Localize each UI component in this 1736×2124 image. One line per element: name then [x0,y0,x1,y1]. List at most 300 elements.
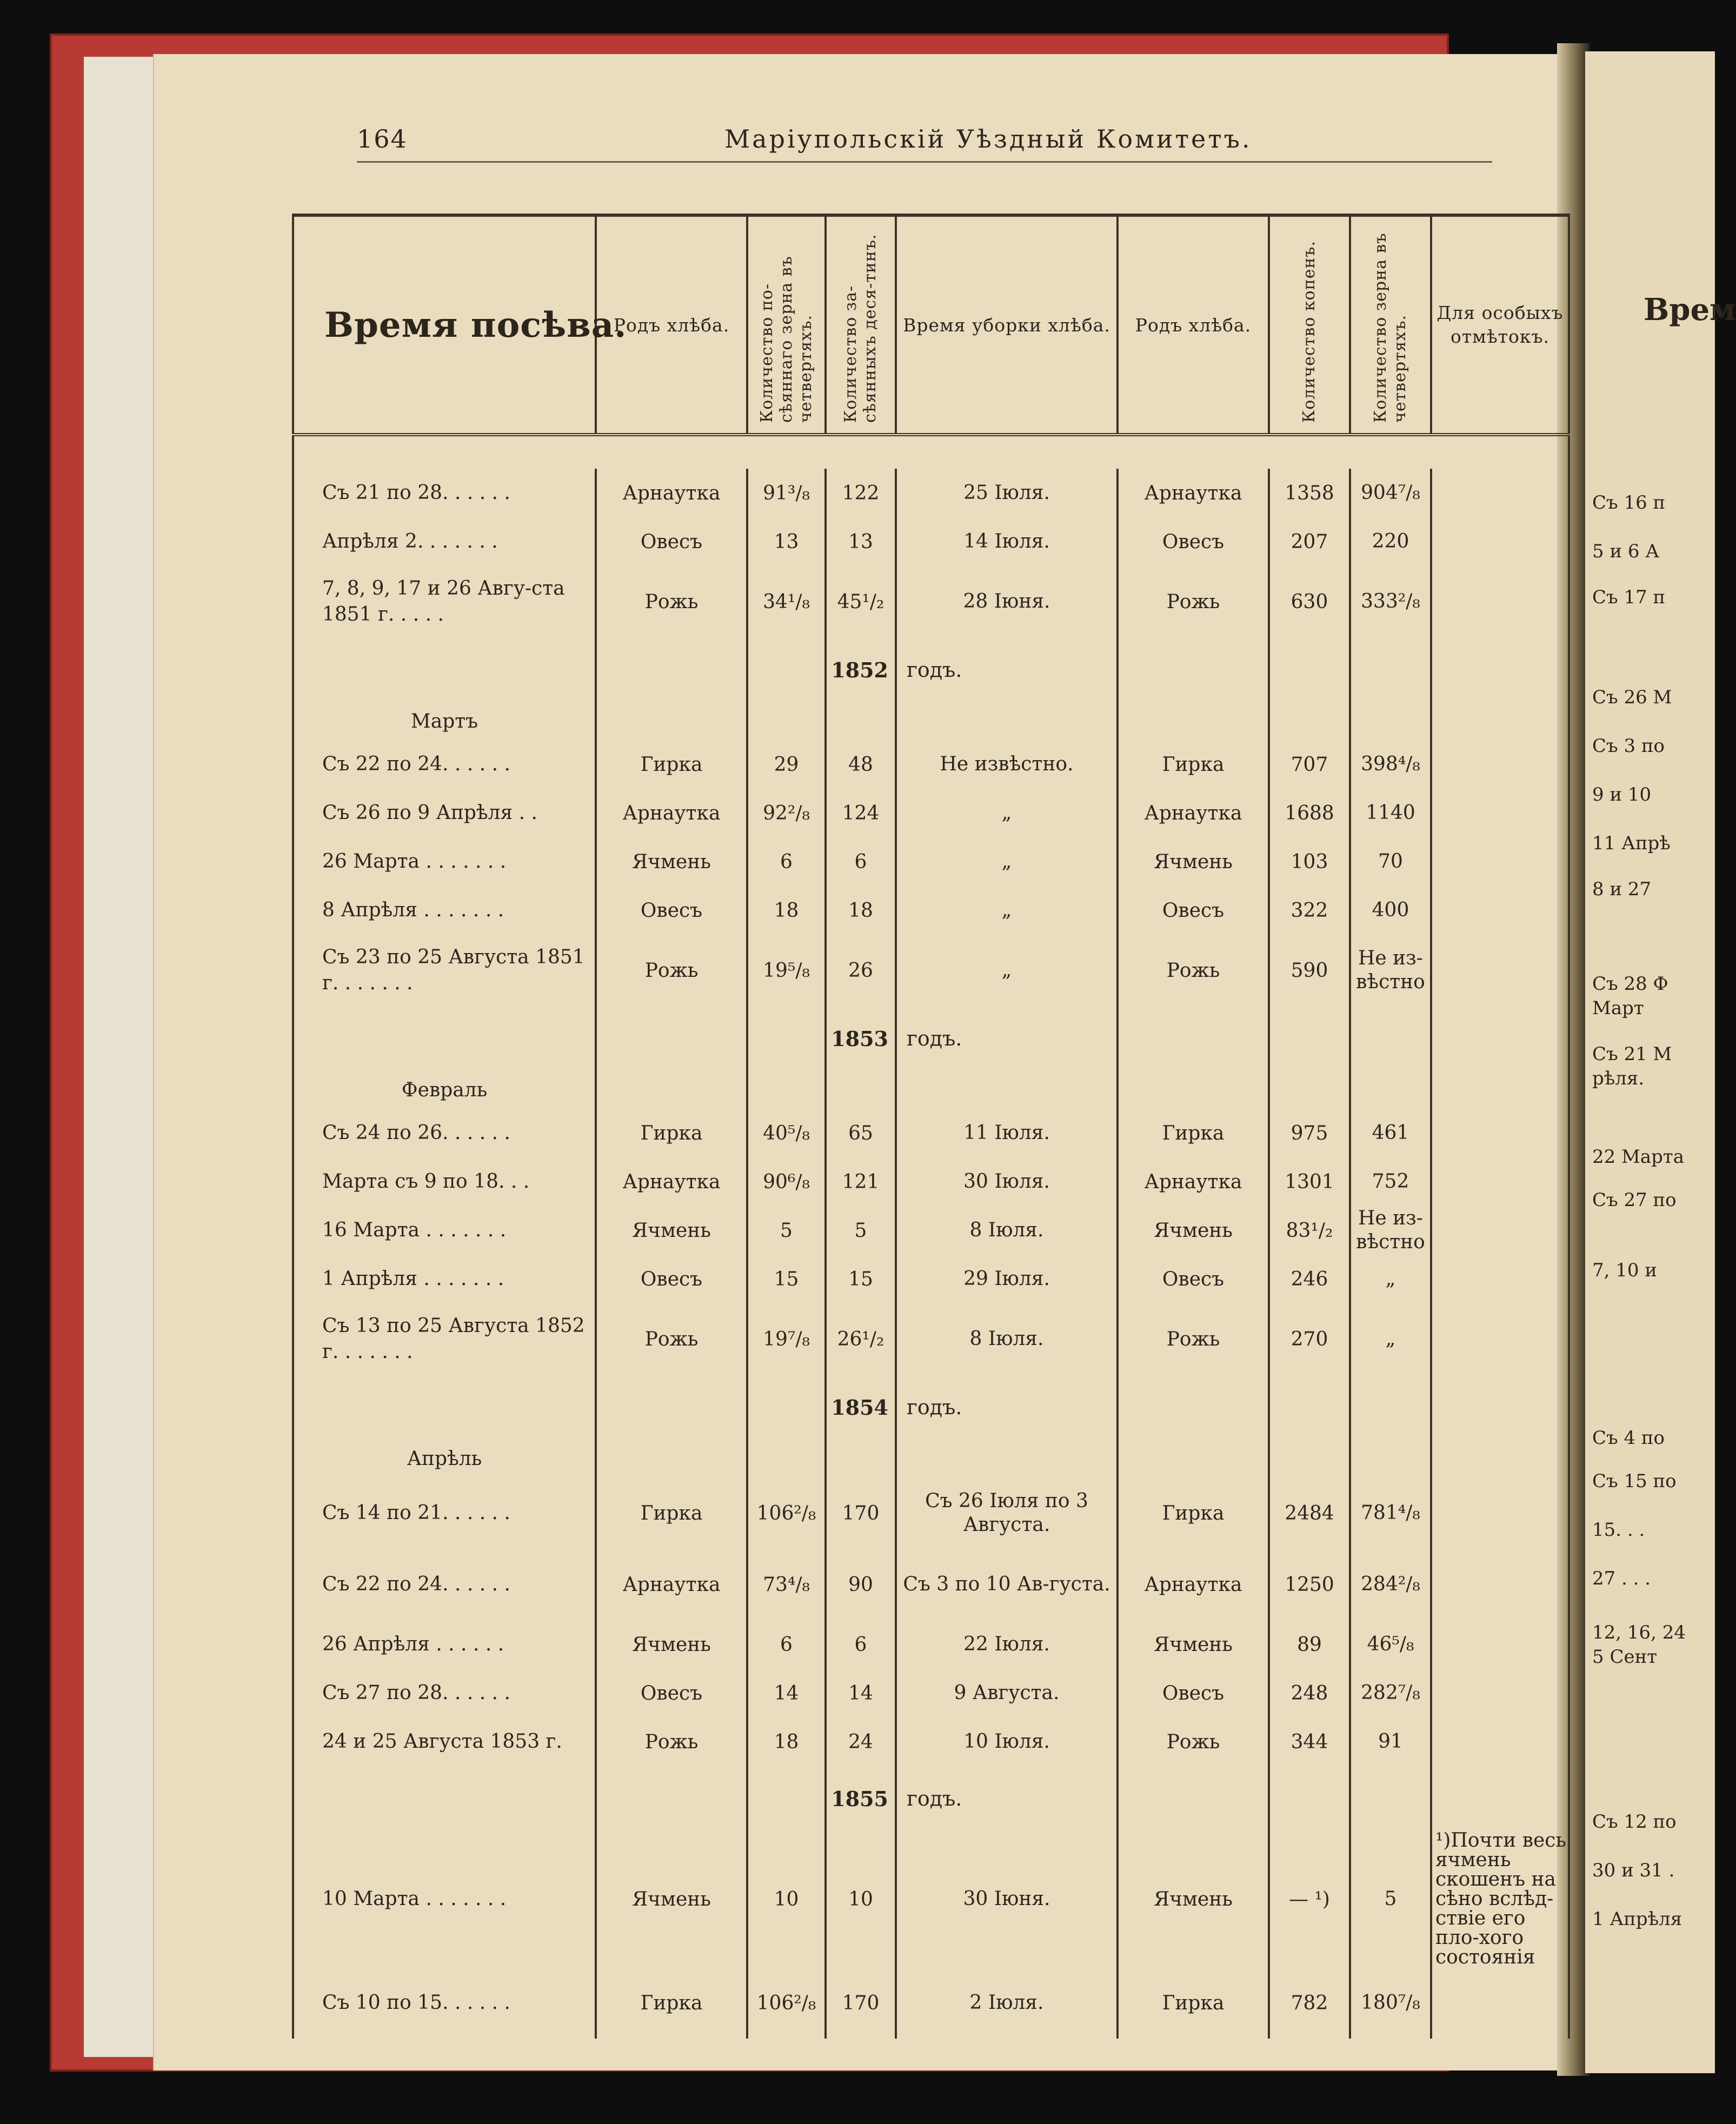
sowing-time-cell: 10 Марта . . . . . . . [293,1831,596,1967]
remarks-cell [1431,469,1569,517]
sheaf-qty-cell: 322 [1269,886,1350,935]
sowing-time-cell: Съ 27 по 28. . . . . . [293,1669,596,1717]
right-page-fragment: Съ 21 М [1592,1043,1672,1065]
empty-cell [747,1071,826,1109]
grain-kind-cell: Арнаутка [596,1157,747,1206]
sown-grain-cell: 15 [747,1255,826,1303]
empty-cell [1350,1006,1431,1071]
grain-yield-cell: 70 [1350,837,1431,886]
year-label: 1852 [826,637,896,702]
grain-yield-cell: 91 [1350,1717,1431,1766]
table-row [293,566,1569,637]
sown-grain-cell: 19⁷/₈ [747,1303,826,1375]
sowing-time-cell: 16 Марта . . . . . . . [293,1206,596,1255]
month-label: Мартъ [293,702,596,740]
year-suffix: годъ. [896,637,1118,702]
col-harvest-kind: Родъ хлѣба. [1118,215,1269,435]
sheaf-qty-cell: 782 [1269,1967,1350,2039]
grain-yield-cell: 284²/₈ [1350,1549,1431,1620]
sheaf-qty-cell: 630 [1269,566,1350,637]
grain-yield-cell: 333²/₈ [1350,566,1431,637]
harvest-time-cell: Съ 26 Іюля по 3 Августа. [896,1477,1118,1549]
harvest-time-cell: 25 Іюля. [896,469,1118,517]
sowing-time-cell: 7, 8, 9, 17 и 26 Авгу-ста 1851 г. . . . . [293,566,596,637]
grain-yield-cell: 398⁴/₈ [1350,740,1431,789]
table-row [293,517,1569,566]
harvest-kind-cell: Гирка [1118,1477,1269,1549]
sowing-time-cell: Съ 22 по 24. . . . . . [293,740,596,789]
harvest-kind-cell: Ячмень [1118,837,1269,886]
sown-area-cell: 45¹/₂ [826,566,896,637]
col-remarks: Для особыхъ отмѣтокъ. [1431,215,1569,435]
sown-grain-cell: 14 [747,1669,826,1717]
col-sown-grain-qty: Количество по-сѣяннаго зерна въ четвертяхъ. [747,215,826,435]
harvest-time-cell: 30 Іюля. [896,1157,1118,1206]
remarks-cell [1431,566,1569,637]
sheaf-qty-cell: 89 [1269,1620,1350,1669]
col-sowing-time: Время посѣва. [293,215,596,435]
empty-cell [1118,1375,1269,1440]
grain-yield-cell: 400 [1350,886,1431,935]
grain-kind-cell: Рожь [596,1717,747,1766]
grain-yield-cell: 5 [1350,1831,1431,1967]
empty-cell [747,1006,826,1071]
empty-cell [1118,637,1269,702]
sowing-time-cell: Съ 22 по 24. . . . . . [293,1549,596,1620]
table-row [293,1620,1569,1669]
sown-area-cell: 90 [826,1549,896,1620]
harvest-kind-cell: Ячмень [1118,1620,1269,1669]
harvest-kind-cell: Овесъ [1118,886,1269,935]
month-label: Февраль [293,1071,596,1109]
sown-area-cell: 13 [826,517,896,566]
table-row [293,1669,1569,1717]
month-row [293,1440,1569,1477]
sheaf-qty-cell: 1358 [1269,469,1350,517]
harvest-kind-cell: Рожь [1118,935,1269,1006]
empty-cell [747,1440,826,1477]
month-row [293,702,1569,740]
table-row [293,1717,1569,1766]
sowing-time-cell: 26 Апрѣля . . . . . . [293,1620,596,1669]
grain-kind-cell: Овесъ [596,1255,747,1303]
harvest-time-cell: 10 Іюля. [896,1717,1118,1766]
harvest-kind-cell: Арнаутка [1118,789,1269,837]
empty-cell [293,1766,596,1831]
grain-yield-cell: 1140 [1350,789,1431,837]
right-page-fragment: 15. . . [1592,1519,1645,1541]
sheaf-qty-cell: — ¹) [1269,1831,1350,1967]
sown-grain-cell: 40⁵/₈ [747,1109,826,1157]
sown-area-cell: 10 [826,1831,896,1967]
harvest-time-cell: 9 Августа. [896,1669,1118,1717]
sowing-time-cell: Марта съ 9 по 18. . . [293,1157,596,1206]
harvest-time-cell: 28 Іюня. [896,566,1118,637]
empty-cell [1269,637,1350,702]
grain-kind-cell: Арнаутка [596,1549,747,1620]
harvest-kind-cell: Рожь [1118,1717,1269,1766]
harvest-time-cell: 30 Іюня. [896,1831,1118,1967]
year-suffix: годъ. [896,1375,1118,1440]
right-page-fragment: 1 Апрѣля [1592,1908,1682,1930]
col-sown-area-qty: Количество за-сѣянныхъ деся-тинъ. [826,215,896,435]
grain-kind-cell: Гирка [596,1109,747,1157]
remarks-cell [1431,1157,1569,1206]
grain-kind-cell: Арнаутка [596,789,747,837]
sheaf-qty-cell: 103 [1269,837,1350,886]
table-body [293,435,1569,2039]
empty-cell [826,1440,896,1477]
table-row [293,1303,1569,1375]
sown-grain-cell: 34¹/₈ [747,566,826,637]
sown-area-cell: 5 [826,1206,896,1255]
right-page-fragment: Съ 15 по [1592,1470,1677,1492]
empty-cell [1118,1071,1269,1109]
year-row [293,1375,1569,1440]
grain-kind-cell: Ячмень [596,1831,747,1967]
sowing-time-cell: 1 Апрѣля . . . . . . . [293,1255,596,1303]
sown-area-cell: 24 [826,1717,896,1766]
year-suffix: годъ. [896,1766,1118,1831]
harvest-time-cell: 8 Іюля. [896,1206,1118,1255]
remarks-cell [1431,1477,1569,1549]
empty-cell [596,1375,747,1440]
table-row [293,935,1569,1006]
right-page-fragment: 22 Марта [1592,1146,1684,1168]
sheaf-qty-cell: 246 [1269,1255,1350,1303]
grain-kind-cell: Овесъ [596,517,747,566]
empty-cell [293,1375,596,1440]
col-grain-kind: Родъ хлѣба. [596,215,747,435]
harvest-time-cell: 14 Іюля. [896,517,1118,566]
table-header-row [293,215,1569,435]
sown-grain-cell: 73⁴/₈ [747,1549,826,1620]
right-page-fragment: Съ 12 по [1592,1811,1677,1833]
grain-yield-cell: Не из-вѣстно [1350,1206,1431,1255]
sown-area-cell: 124 [826,789,896,837]
sown-area-cell: 170 [826,1477,896,1549]
empty-cell [747,637,826,702]
header-rule [357,161,1492,163]
sown-area-cell: 170 [826,1967,896,2039]
right-page-fragment: Врем [1644,292,1736,328]
empty-cell [1118,1006,1269,1071]
sown-grain-cell: 106²/₈ [747,1477,826,1549]
grain-yield-cell: Не из-вѣстно [1350,935,1431,1006]
remarks-cell [1431,1620,1569,1669]
empty-cell [1350,637,1431,702]
grain-yield-cell: 904⁷/₈ [1350,469,1431,517]
harvest-kind-cell: Овесъ [1118,517,1269,566]
empty-cell [1350,1766,1431,1831]
harvest-kind-cell: Гирка [1118,1967,1269,2039]
empty-cell [826,1071,896,1109]
sown-grain-cell: 91³/₈ [747,469,826,517]
harvest-kind-cell: Арнаутка [1118,1157,1269,1206]
sheaf-qty-cell: 590 [1269,935,1350,1006]
sheaf-qty-cell: 344 [1269,1717,1350,1766]
empty-cell [1269,1006,1350,1071]
remarks-cell [1431,1717,1569,1766]
grain-yield-cell: 781⁴/₈ [1350,1477,1431,1549]
empty-cell [1350,1375,1431,1440]
grain-yield-cell: 461 [1350,1109,1431,1157]
col-grain-yield: Количество зерна въ четвертяхъ. [1350,215,1431,435]
grain-yield-cell: 46⁵/₈ [1350,1620,1431,1669]
sheaf-qty-cell: 83¹/₂ [1269,1206,1350,1255]
remarks-cell [1431,1109,1569,1157]
table-row [293,1549,1569,1620]
grain-yield-cell: 180⁷/₈ [1350,1967,1431,2039]
harvest-kind-cell: Рожь [1118,1303,1269,1375]
month-row [293,1071,1569,1109]
sowing-time-cell: 8 Апрѣля . . . . . . . [293,886,596,935]
empty-cell [293,1006,596,1071]
remarks-cell [1431,740,1569,789]
sown-area-cell: 26 [826,935,896,1006]
year-row [293,1766,1569,1831]
sowing-time-cell: Съ 24 по 26. . . . . . [293,1109,596,1157]
table-row [293,837,1569,886]
empty-cell [747,702,826,740]
empty-cell [1431,1006,1569,1071]
year-label: 1854 [826,1375,896,1440]
empty-cell [1269,1375,1350,1440]
table-row [293,1967,1569,2039]
empty-cell [1118,1440,1269,1477]
grain-yield-cell: „ [1350,1255,1431,1303]
sowing-time-cell: Съ 23 по 25 Августа 1851 г. . . . . . . [293,935,596,1006]
sowing-time-cell: Съ 14 по 21. . . . . . [293,1477,596,1549]
sown-area-cell: 26¹/₂ [826,1303,896,1375]
sowing-time-cell: Съ 10 по 15. . . . . . [293,1967,596,2039]
empty-cell [896,1440,1118,1477]
empty-cell [1269,702,1350,740]
empty-cell [1350,1440,1431,1477]
remarks-cell [1431,1967,1569,2039]
right-page-fragment: Съ 3 по [1592,735,1665,757]
remarks-cell [1431,886,1569,935]
harvest-time-cell: 11 Іюля. [896,1109,1118,1157]
sown-area-cell: 15 [826,1255,896,1303]
grain-kind-cell: Гирка [596,1477,747,1549]
empty-cell [896,702,1118,740]
grain-kind-cell: Овесъ [596,1669,747,1717]
sown-area-cell: 6 [826,1620,896,1669]
table-row [293,740,1569,789]
empty-cell [596,702,747,740]
empty-cell [1118,702,1269,740]
year-suffix: годъ. [896,1006,1118,1071]
col-sheaf-qty: Количество копенъ. [1269,215,1350,435]
table-row [293,1206,1569,1255]
harvest-ledger-table [292,214,1570,2039]
right-page-fragment: Съ 26 М [1592,687,1672,708]
empty-cell [1431,637,1569,702]
harvest-kind-cell: Овесъ [1118,1669,1269,1717]
empty-cell [1431,1440,1569,1477]
right-page-fragment: 12, 16, 24 [1592,1622,1686,1643]
table-row [293,789,1569,837]
journal-title: Маріупольскій Уѣздный Комитетъ. [724,124,1252,154]
empty-cell [596,1766,747,1831]
right-page-fragment: 5 Сент [1592,1646,1658,1668]
right-page-fragment: 11 Апрѣ [1592,833,1671,854]
sown-grain-cell: 19⁵/₈ [747,935,826,1006]
right-page-fragment: 5 и 6 А [1592,541,1660,562]
sown-area-cell: 18 [826,886,896,935]
running-header [357,124,1406,162]
grain-kind-cell: Ячмень [596,1620,747,1669]
harvest-time-cell: „ [896,935,1118,1006]
sown-grain-cell: 106²/₈ [747,1967,826,2039]
right-page-fragment: Съ 27 по [1592,1189,1677,1211]
sown-area-cell: 48 [826,740,896,789]
harvest-time-cell: 2 Іюля. [896,1967,1118,2039]
harvest-time-cell: 22 Іюля. [896,1620,1118,1669]
sown-grain-cell: 6 [747,1620,826,1669]
sown-area-cell: 121 [826,1157,896,1206]
right-page-fragment: Съ 17 п [1592,587,1666,608]
empty-cell [826,702,896,740]
empty-cell [1431,1766,1569,1831]
sown-grain-cell: 92²/₈ [747,789,826,837]
table-row [293,1157,1569,1206]
harvest-time-cell: „ [896,837,1118,886]
grain-kind-cell: Гирка [596,1967,747,2039]
right-page-fragment: 8 и 27 [1592,878,1652,900]
empty-cell [1269,1071,1350,1109]
harvest-time-cell: „ [896,789,1118,837]
sown-grain-cell: 18 [747,1717,826,1766]
remarks-cell [1431,1549,1569,1620]
harvest-time-cell: 8 Іюля. [896,1303,1118,1375]
harvest-kind-cell: Овесъ [1118,1255,1269,1303]
sown-grain-cell: 5 [747,1206,826,1255]
empty-cell [596,1006,747,1071]
sown-area-cell: 65 [826,1109,896,1157]
empty-cell [1350,1071,1431,1109]
sowing-time-cell: Съ 21 по 28. . . . . . [293,469,596,517]
grain-yield-cell: 752 [1350,1157,1431,1206]
sowing-time-cell: Съ 13 по 25 Августа 1852 г. . . . . . . [293,1303,596,1375]
sheaf-qty-cell: 207 [1269,517,1350,566]
sown-grain-cell: 90⁶/₈ [747,1157,826,1206]
month-label: Апрѣль [293,1440,596,1477]
remarks-cell [1431,837,1569,886]
right-page-fragment: 7, 10 и [1592,1260,1657,1281]
sheaf-qty-cell: 1250 [1269,1549,1350,1620]
right-page-fragment: рѣля. [1592,1068,1645,1089]
remarks-cell [1431,517,1569,566]
empty-cell [747,1766,826,1831]
right-page-fragment: Съ 4 по [1592,1427,1665,1449]
grain-kind-cell: Рожь [596,1303,747,1375]
grain-yield-cell: „ [1350,1303,1431,1375]
empty-cell [1431,1071,1569,1109]
harvest-kind-cell: Рожь [1118,566,1269,637]
grain-kind-cell: Рожь [596,566,747,637]
table-row [293,1477,1569,1549]
sowing-time-cell: 26 Марта . . . . . . . [293,837,596,886]
year-row [293,637,1569,702]
right-page-fragment: 27 . . . [1592,1568,1651,1589]
remarks-cell: ¹)Почти весь ячмень скошенъ на сѣно вслѣд-ствіе его пло-хого состоянія [1431,1831,1569,1967]
sown-grain-cell: 18 [747,886,826,935]
grain-kind-cell: Рожь [596,935,747,1006]
sowing-time-cell: Съ 26 по 9 Апрѣля . . [293,789,596,837]
sheaf-qty-cell: 975 [1269,1109,1350,1157]
sheaf-qty-cell: 1301 [1269,1157,1350,1206]
empty-cell [1350,702,1431,740]
year-row [293,1006,1569,1071]
harvest-kind-cell: Арнаутка [1118,1549,1269,1620]
sheaf-qty-cell: 1688 [1269,789,1350,837]
page-number: 164 [357,124,408,154]
harvest-kind-cell: Гирка [1118,1109,1269,1157]
right-page-fragment: Март [1592,997,1644,1019]
table-row [293,1255,1569,1303]
empty-cell [596,1440,747,1477]
grain-yield-cell: 282⁷/₈ [1350,1669,1431,1717]
sown-grain-cell: 13 [747,517,826,566]
harvest-kind-cell: Ячмень [1118,1206,1269,1255]
grain-kind-cell: Гирка [596,740,747,789]
empty-cell [1269,1766,1350,1831]
empty-cell [747,1375,826,1440]
year-label: 1855 [826,1766,896,1831]
table-row [293,469,1569,517]
remarks-cell [1431,1206,1569,1255]
grain-kind-cell: Ячмень [596,837,747,886]
sheaf-qty-cell: 270 [1269,1303,1350,1375]
remarks-cell [1431,935,1569,1006]
harvest-kind-cell: Ячмень [1118,1831,1269,1967]
table-row [293,1831,1569,1967]
grain-kind-cell: Арнаутка [596,469,747,517]
empty-cell [596,1071,747,1109]
harvest-time-cell: Не извѣстно. [896,740,1118,789]
harvest-time-cell: 29 Іюля. [896,1255,1118,1303]
right-page-fragment: 30 и 31 . [1592,1860,1675,1881]
remarks-cell [1431,1669,1569,1717]
sowing-time-cell: Апрѣля 2. . . . . . . [293,517,596,566]
right-page-fragment: 9 и 10 [1592,784,1652,805]
empty-cell [1431,1375,1569,1440]
harvest-kind-cell: Гирка [1118,740,1269,789]
harvest-time-cell: Съ 3 по 10 Ав-густа. [896,1549,1118,1620]
harvest-kind-cell: Арнаутка [1118,469,1269,517]
empty-cell [293,637,596,702]
grain-kind-cell: Овесъ [596,886,747,935]
sheaf-qty-cell: 2484 [1269,1477,1350,1549]
sown-grain-cell: 10 [747,1831,826,1967]
year-label: 1853 [826,1006,896,1071]
sown-grain-cell: 6 [747,837,826,886]
sown-grain-cell: 29 [747,740,826,789]
col-harvest-time: Время уборки хлѣба. [896,215,1118,435]
remarks-cell [1431,789,1569,837]
sown-area-cell: 122 [826,469,896,517]
sown-area-cell: 6 [826,837,896,886]
empty-cell [596,637,747,702]
grain-kind-cell: Ячмень [596,1206,747,1255]
cover-edge-strip [84,57,159,2057]
empty-cell [1269,1440,1350,1477]
sheaf-qty-cell: 707 [1269,740,1350,789]
remarks-cell [1431,1255,1569,1303]
empty-cell [1118,1766,1269,1831]
